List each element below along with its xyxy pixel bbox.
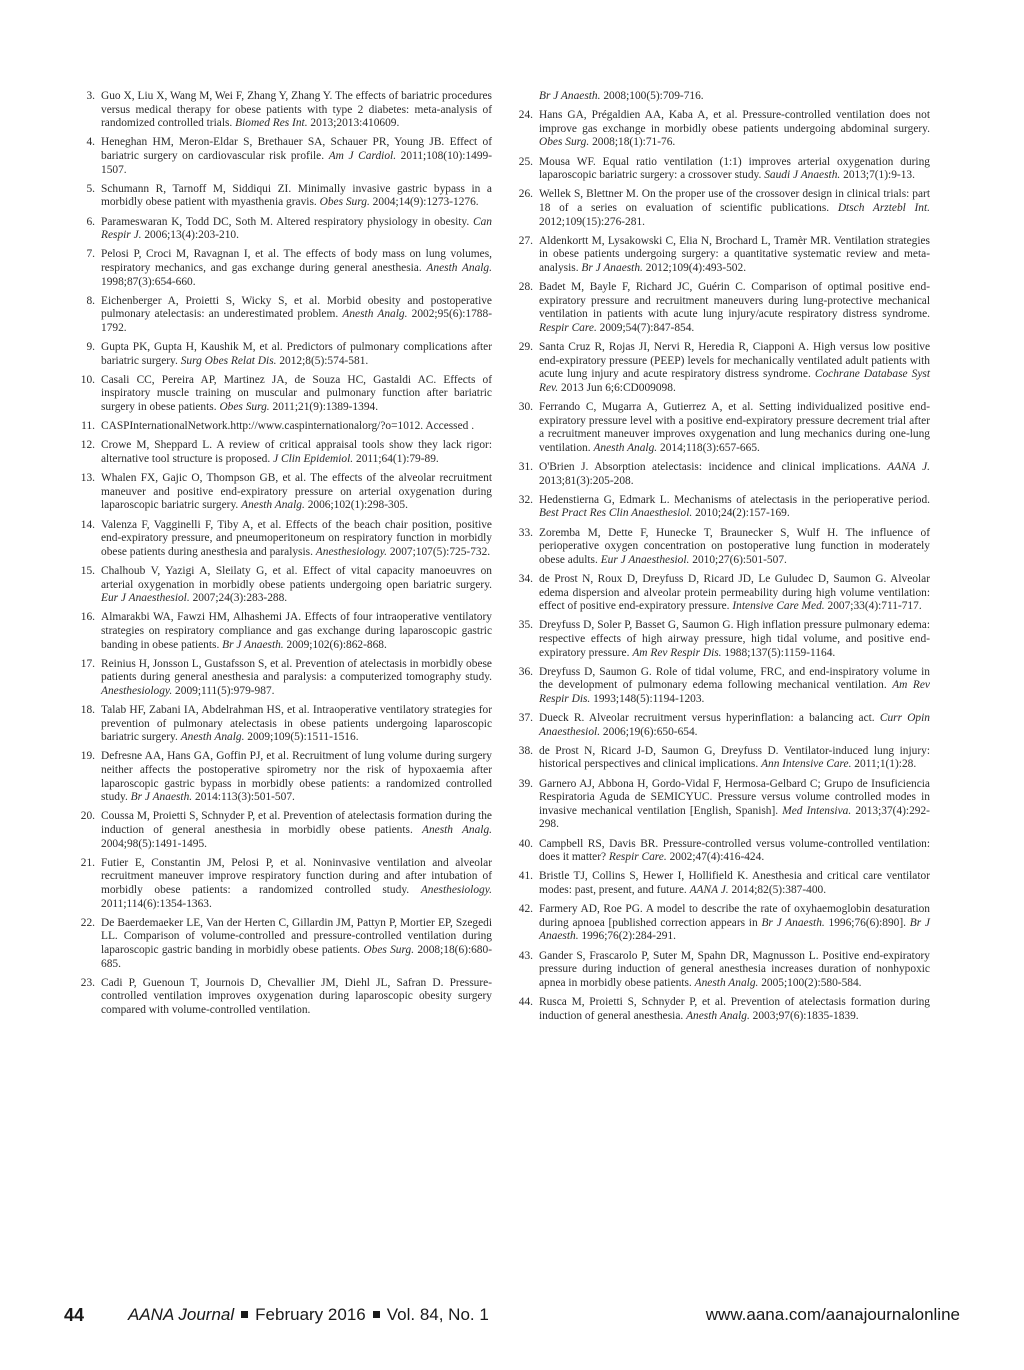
reference-item — [502, 401, 930, 455]
reference-journal: Obes Surg. — [219, 401, 270, 414]
reference-number: 26. — [518, 188, 533, 201]
reference-item — [64, 519, 492, 560]
reference-journal: Ann Intensive Care. — [761, 758, 852, 771]
reference-citation: 2004;14(9):1273-1276. — [372, 196, 479, 209]
reference-number: 32. — [518, 493, 533, 506]
reference-text: Ferrando C, Mugarra A, Gutierrez A, et al. Setting individualized positive end-expiratory pressure level with a positive end-expiratory pressure decrement trial after a recruitment maneuver improves oxygenation and lung mechanics during one-lung ventilation. — [539, 401, 930, 454]
reference-journal: Obes Surg. — [319, 196, 370, 209]
reference-item — [502, 666, 930, 707]
reference-text: Dreyfuss D, Saumon G. Role of tidal volume, FRC, and end-inspiratory volume in the development of pulmonary edema following mechanical ventilation. — [539, 665, 930, 692]
reference-item — [502, 903, 930, 944]
reference-journal: Br J Anaesth. — [539, 90, 601, 102]
reference-journal: Cochrane Database Syst Rev. — [539, 368, 930, 394]
reference-item — [502, 341, 930, 395]
reference-citation: 2012;109(4):493-502. — [645, 261, 747, 274]
reference-journal: Obes Surg. — [363, 943, 415, 956]
reference-item — [64, 611, 492, 652]
reference-number: 27. — [518, 234, 533, 247]
reference-journal: Am Rev Respir Dis. — [539, 679, 930, 705]
reference-number: 23. — [80, 976, 95, 989]
reference-citation: 2014;118(3):657-665. — [660, 441, 760, 454]
reference-text: Campbell RS, Davis BR. Pressure-controlled versus volume-controlled ventilation: does it matter? — [539, 837, 930, 864]
reference-journal: Surg Obes Relat Dis. — [180, 354, 277, 367]
reference-item — [502, 527, 930, 568]
reference-number: 33. — [518, 526, 533, 539]
reference-text: Chalhoub V, Yazigi A, Sleilaty G, et al. Effect of vital capacity manoeuvres on arterial oxygenation in morbidly obese patients undergoing open bariatric surgery. — [101, 564, 492, 591]
reference-citation: 2006;19(6):650-654. — [602, 725, 698, 738]
reference-text: Guo X, Liu X, Wang M, Wei F, Zhang Y, Zhang Y. The effects of bariatric procedures versus medical therapy for obese patients with type 2 diabetes: meta-analysis of randomized controlled trials. — [101, 90, 492, 130]
reference-citation: 2014:113(3):501-507. — [195, 791, 295, 804]
page-number: 44 — [64, 1305, 85, 1325]
reference-item — [502, 573, 930, 614]
reference-number: 38. — [518, 744, 533, 757]
reference-item — [64, 216, 492, 243]
reference-citation: 2005;100(2):580-584. — [761, 976, 862, 989]
reference-number: 9. — [86, 341, 95, 354]
reference-journal: AANA J. — [689, 883, 729, 896]
issue-date: February 2016 — [255, 1305, 366, 1324]
reference-item — [64, 248, 492, 289]
reference-list-right — [502, 90, 930, 1029]
reference-text: Schumann R, Tarnoff M, Siddiqui ZI. Minimally invasive gastric bypass in a morbidly obese patient with myasthenia gravis. — [101, 182, 492, 209]
reference-journal: Br J Anaesth. — [761, 916, 825, 929]
reference-number: 37. — [518, 712, 533, 725]
reference-number: 4. — [86, 136, 95, 149]
reference-text: Eichenberger A, Proietti S, Wicky S, et al. Morbid obesity and postoperative pulmonary atelectasis: an underestimated problem. — [101, 294, 492, 321]
reference-number: 10. — [80, 373, 95, 386]
reference-citation: 2012;8(5):574-581. — [279, 354, 369, 367]
reference-item — [502, 156, 930, 183]
reference-journal: Best Pract Res Clin Anaesthesiol. — [539, 507, 693, 520]
reference-item — [502, 870, 930, 897]
reference-journal: Anesthesiology. — [420, 883, 493, 896]
reference-item — [64, 341, 492, 368]
reference-number: 5. — [86, 182, 95, 195]
journal-name: AANA Journal — [128, 1305, 235, 1324]
reference-citation: 2004;98(5):1491-1495. — [101, 837, 207, 850]
reference-journal: Eur J Anaesthesiol. — [600, 553, 690, 566]
reference-citation: 2011;21(9):1389-1394. — [272, 401, 379, 414]
reference-citation: 2009;54(7):847-854. — [599, 321, 695, 334]
reference-text: Coussa M, Proietti S, Schnyder P, et al. Prevention of atelectasis formation during the induction of general anesthesia in morbidly obese patients. — [101, 810, 492, 836]
reference-text: De Baerdemaeker LE, Van der Herten C, Gillardin JM, Pattyn P, Mortier EP, Szegedi LL. Comparison of volume-controlled and pressure-controlled ventilation during laparoscopic gastric banding in morbidly obese patients. — [101, 916, 492, 956]
reference-item — [64, 704, 492, 745]
reference-citation: 2008;18(1):71-76. — [592, 136, 676, 149]
reference-number: 8. — [86, 294, 95, 307]
reference-citation: 2006;102(1):298-305. — [307, 499, 408, 512]
reference-text: Garnero AJ, Abbona H, Gordo-Vidal F, Hermosa-Gelbard C; Grupo de Insuficiencia Respiratoria Aguda de SEMICYUC. Pressure versus volume controlled modes in invasive mechanical ventilation [English, Spanish]. — [539, 777, 930, 817]
reference-journal: Br J Anaesth. — [222, 638, 284, 651]
reference-journal: Anesth Analg. — [593, 441, 658, 454]
reference-journal: Saudi J Anaesth. — [764, 169, 841, 182]
reference-citation: 2008;18(6):680-685. — [101, 943, 492, 970]
reference-citation: 2007;107(5):725-732. — [389, 545, 491, 558]
reference-citation: 2011;1(1):28. — [854, 758, 917, 771]
reference-number: 7. — [86, 248, 95, 261]
reference-item — [502, 494, 930, 521]
reference-journal: J Clin Epidemiol. — [273, 453, 354, 465]
reference-number: 3. — [86, 90, 95, 102]
reference-number: 22. — [80, 916, 95, 929]
reference-text: Crowe M, Sheppard L. A review of critical appraisal tools show they lack rigor: alternative tool structure is proposed. — [101, 439, 492, 465]
reference-continuation — [502, 90, 930, 104]
reference-text: Talab HF, Zabani IA, Abdelrahman HS, et al. Intraoperative ventilatory strategies for prevention of pulmonary atelectasis in obese patients undergoing laparoscopic bariatric surgery. — [101, 704, 492, 744]
reference-number: 13. — [80, 472, 95, 485]
reference-journal: Respir Care. — [539, 321, 597, 334]
reference-text: Santa Cruz R, Rojas JI, Nervi R, Heredia R, Ciapponi A. High versus low positive end-expiratory pressure (PEEP) levels for mechanically ventilated adult patients with acute lung injury and acute respiratory distress syndrome. — [539, 341, 930, 381]
reference-item — [64, 90, 492, 131]
reference-text: Dueck R. Alveolar recruitment versus hyperinflation: a balancing act. — [539, 712, 875, 725]
reference-citation: 1996;76(2):284-291. — [581, 930, 677, 943]
reference-number: 20. — [80, 810, 95, 823]
reference-text: Bristle TJ, Collins S, Hewer I, Hollifield K. Anesthesia and critical care ventilator modes: past, present, and future. — [539, 870, 930, 896]
reference-number: 6. — [86, 215, 95, 228]
reference-item — [64, 295, 492, 336]
reference-list-left — [64, 90, 492, 1023]
journal-url: www.aana.com/aanajournalonline — [705, 1305, 960, 1324]
reference-citation: 2013;2013:410609. — [310, 117, 400, 130]
reference-item — [64, 658, 492, 699]
reference-journal: Anesth Analg. — [241, 499, 305, 512]
reference-item — [64, 183, 492, 210]
reference-number: 15. — [80, 564, 95, 577]
reference-citation: 2011;108(10):1499-1507. — [101, 149, 492, 176]
reference-number: 25. — [518, 155, 533, 168]
reference-item — [502, 109, 930, 150]
reference-citation: 2007;33(4):711-717. — [827, 600, 922, 613]
reference-journal: Dtsch Arztebl Int. — [837, 201, 931, 214]
reference-item — [502, 778, 930, 832]
reference-number: 44. — [518, 995, 533, 1008]
reference-citation: 2011;64(1):79-89. — [356, 453, 439, 465]
reference-item — [502, 619, 930, 660]
reference-number: 42. — [518, 903, 533, 916]
reference-citation: 2010;27(6):501-507. — [692, 553, 787, 566]
reference-text: Gupta PK, Gupta H, Kaushik M, et al. Predictors of pulmonary complications after bariatric surgery. — [101, 341, 492, 367]
reference-number: 11. — [81, 420, 95, 433]
reference-journal: Am Rev Respir Dis. — [632, 646, 722, 659]
reference-citation: 2009;109(5):1511-1516. — [247, 731, 359, 744]
reference-number: 12. — [80, 439, 95, 452]
reference-text: Almarakbi WA, Fawzi HM, Alhashemi JA. Effects of four intraoperative ventilatory strategies on respiratory compliance and gas exchange during laparoscopic gastric banding in obese patients. — [101, 611, 492, 651]
issue-volume: Vol. 84, No. 1 — [386, 1305, 489, 1324]
reference-number: 31. — [518, 461, 533, 473]
reference-journal: Anesthesiology. — [315, 545, 387, 558]
reference-text: Whalen FX, Gajic O, Thompson GB, et al. The effects of the alveolar recruitment maneuver and positive end-expiratory pressure on arterial oxygenation during laparoscopic bariatric surgery. — [101, 472, 492, 512]
reference-text: CASPInternationalNetwork.http://www.caspinternationalorg/?o=1012. Accessed . — [101, 420, 475, 433]
separator-square-icon — [373, 1311, 380, 1318]
reference-citation: 1998;87(3):654-660. — [101, 275, 196, 288]
reference-text: Gander S, Frascarolo P, Suter M, Spahn DR, Magnusson L. Positive end-expiratory pressure during induction of general anesthesia increases duration of nonhypoxic apnea in morbidly obese patients. — [539, 949, 930, 989]
reference-journal: Respir Care. — [608, 851, 667, 864]
reference-journal: Anesth Analg. — [694, 976, 759, 989]
reference-citation: 2013;7(1):9-13. — [843, 169, 915, 182]
reference-citation: 2003;97(6):1835-1839. — [752, 1009, 859, 1022]
reference-citation: 2006;13(4):203-210. — [144, 229, 239, 242]
reference-item — [64, 136, 492, 177]
reference-item — [502, 745, 930, 772]
reference-journal: Br J Anaesth. — [130, 791, 193, 804]
reference-journal: Anesth Analg. — [342, 308, 408, 321]
reference-text: Parameswaran K, Todd DC, Soth M. Altered respiratory physiology in obesity. — [101, 215, 470, 228]
reference-citation: 2014;82(5):387-400. — [731, 883, 827, 896]
reference-journal: Curr Opin Anaesthesiol. — [539, 712, 930, 738]
journal-issue-info — [128, 1305, 489, 1325]
reference-text: Farmery AD, Roe PG. A model to describe the rate of oxyhaemoglobin desaturation during apnoea [published correction appears in — [539, 903, 930, 929]
reference-number: 35. — [518, 619, 533, 632]
reference-item — [64, 374, 492, 415]
reference-text: Defresne AA, Hans GA, Goffin PJ, et al. Recruitment of lung volume during surgery neither affects the postoperative spirometry nor the risk of hypoxaemia after laparoscopic gastric bypass in morbidly obese patients: a randomized controlled study. — [101, 750, 492, 804]
reference-text: Rusca M, Proietti S, Schnyder P, et al. Prevention of atelectasis formation during induction of general anesthesia. — [539, 995, 930, 1022]
reference-number: 30. — [518, 401, 533, 414]
reference-text: Hans GA, Prégaldien AA, Kaba A, et al. Pressure-controlled ventilation does not improve gas exchange in morbidly obese patients undergoing abdominal surgery. — [539, 109, 930, 135]
reference-journal: Eur J Anaesthesiol. — [101, 592, 190, 605]
reference-text: de Prost N, Roux D, Dreyfuss D, Ricard JD, Le Guludec D, Saumon G. Alveolar edema dispersion and alveolar protein permeability during high volume ventilation: effect of positive end-expiratory pressure. — [539, 572, 930, 613]
reference-item — [502, 712, 930, 739]
reference-item — [502, 996, 930, 1023]
reference-item — [502, 235, 930, 276]
reference-text: Aldenkortt M, Lysakowski C, Elia N, Brochard L, Tramèr MR. Ventilation strategies in obese patients undergoing surgery: a quantitative systematic review and meta-analysis. — [539, 234, 930, 274]
reference-journal: Br J Anaesth. — [581, 261, 643, 274]
reference-journal: Br J Anaesth. — [539, 916, 930, 943]
reference-text: Wellek S, Blettner M. On the proper use of the crossover design in clinical trials: part 18 of a series on evaluation of scientific publications. — [539, 188, 930, 214]
reference-number: 19. — [80, 750, 95, 763]
reference-number: 40. — [518, 837, 533, 850]
reference-item — [502, 281, 930, 335]
reference-journal: Obes Surg. — [539, 136, 590, 149]
reference-citation: 2011;114(6):1354-1363. — [101, 897, 212, 910]
reference-text: Heneghan HM, Meron-Eldar S, Brethauer SA, Schauer PR, Young JB. Effect of bariatric surgery on cardiovascular risk profile. — [101, 136, 492, 162]
reference-journal: Am J Cardiol. — [328, 149, 397, 162]
reference-item — [502, 188, 930, 229]
reference-journal: Intensive Care Med. — [732, 600, 825, 613]
reference-number: 14. — [80, 518, 95, 531]
reference-text: Zoremba M, Dette F, Hunecke T, Braunecker S, Wulf H. The influence of perioperative oxygen concentration on postoperative lung function in moderately obese adults. — [539, 526, 930, 566]
separator-square-icon — [241, 1311, 248, 1318]
reference-citation: 2013;81(3):205-208. — [539, 474, 634, 487]
reference-item — [64, 565, 492, 606]
reference-item — [64, 472, 492, 513]
reference-number: 34. — [518, 572, 533, 585]
reference-number: 43. — [518, 949, 533, 962]
reference-number: 36. — [518, 665, 533, 678]
reference-citation: 2008;100(5):709-716. — [603, 90, 704, 102]
reference-item — [502, 461, 930, 488]
reference-number: 29. — [518, 341, 533, 354]
reference-citation: 2013 Jun 6;6:CD009098. — [560, 381, 676, 394]
page-footer — [64, 1303, 960, 1329]
reference-text: Dreyfuss D, Soler P, Basset G, Saumon G. High inflation pressure pulmonary edema: respective effects of high airway pressure, high tidal volume, and positive end-expiratory pressure. — [539, 619, 930, 659]
reference-item — [502, 950, 930, 991]
reference-item — [64, 857, 492, 911]
reference-number: 24. — [518, 109, 533, 122]
reference-citation: 1993;148(5):1194-1203. — [593, 692, 705, 705]
reference-journal: Biomed Res Int. — [235, 117, 308, 130]
reference-text: Valenza F, Vagginelli F, Tiby A, et al. Effects of the beach chair position, positive end-expiratory pressure, and pneumoperitoneum on respiratory function in morbidly obese patients during anesthesia and paralysis. — [101, 518, 492, 558]
reference-item — [64, 439, 492, 466]
reference-citation: 2002;47(4):416-424. — [669, 851, 765, 864]
reference-text: Cadi P, Guenoun T, Journois D, Chevallier JM, Diehl JL, Safran D. Pressure-controlled ventilation improves oxygenation during laparoscopic obesity surgery compared with volume-controlled ventilation. — [101, 976, 492, 1016]
reference-journal: Can Respir J. — [101, 215, 492, 242]
reference-text: Mousa WF. Equal ratio ventilation (1:1) improves arterial oxygenation during laparoscopic bariatric surgery: a crossover study. — [539, 155, 930, 182]
reference-journal: Anesthesiology. — [101, 684, 173, 697]
reference-number: 39. — [518, 777, 533, 790]
reference-text: de Prost N, Ricard J-D, Saumon G, Dreyfuss D. Ventilator-induced lung injury: historical perspectives and clinical implications. — [539, 744, 930, 771]
reference-item — [64, 917, 492, 971]
reference-citation: 2012;109(15):276-281. — [539, 215, 645, 228]
reference-citation: 2009;102(6):862-868. — [286, 638, 387, 651]
reference-text: Futier E, Constantin JM, Pelosi P, et al. Noninvasive ventilation and alveolar recruitment maneuver improve respiratory function during and after intubation of morbidly obese patients: a randomized controlled study. — [101, 856, 492, 896]
reference-citation: 2007;24(3):283-288. — [192, 592, 288, 605]
reference-journal: Anesth Analg. — [426, 261, 492, 274]
reference-citation: 1988;137(5):1159-1164. — [724, 646, 836, 659]
reference-item — [64, 977, 492, 1018]
reference-text: Badet M, Bayle F, Richard JC, Guérin C. Comparison of optimal positive end-expiratory pressure and recruitment maneuvers during lung-protective mechanical ventilation in patients with acute lung injury/acute respiratory distress syndrome. — [539, 281, 930, 321]
reference-number: 28. — [518, 281, 533, 294]
reference-text: Pelosi P, Croci M, Ravagnan I, et al. The effects of body mass on lung volumes, respiratory mechanics, and gas exchange during general anesthesia. — [101, 248, 492, 274]
reference-text: Hedenstierna G, Edmark L. Mechanisms of atelectasis in the perioperative period. — [539, 493, 930, 506]
reference-citation: 1996;76(6):890]. — [828, 916, 907, 929]
reference-citation: 2010;24(2):157-169. — [695, 507, 790, 520]
reference-number: 17. — [80, 657, 95, 670]
reference-number: 18. — [80, 704, 95, 717]
reference-number: 16. — [80, 611, 95, 624]
reference-number: 41. — [518, 870, 533, 883]
reference-citation: 2002;95(6):1788-1792. — [101, 308, 492, 334]
reference-item — [64, 750, 492, 804]
reference-journal: AANA J. — [887, 461, 930, 473]
reference-journal: Med Intensiva. — [782, 804, 852, 817]
reference-text: Reinius H, Jonsson L, Gustafsson S, et al. Prevention of atelectasis in morbidly obese patients during general anesthesia and paralysis: a computerized tomography study. — [101, 657, 492, 684]
reference-item — [502, 838, 930, 865]
reference-citation: 2009;111(5):979-987. — [175, 684, 275, 697]
reference-journal: Anesth Analg. — [686, 1009, 750, 1022]
reference-journal: Anesth Analg. — [180, 731, 245, 744]
reference-citation: 2013;37(4):292-298. — [539, 804, 930, 831]
reference-number: 21. — [80, 856, 95, 869]
reference-item — [64, 420, 492, 434]
reference-text: Casali CC, Pereira AP, Martinez JA, de Souza HC, Gastaldi AC. Effects of inspiratory muscle training on muscular and pulmonary function after bariatric surgery in obese patients. — [101, 373, 492, 414]
reference-text: O'Brien J. Absorption atelectasis: incidence and clinical implications. — [539, 461, 881, 473]
reference-journal: Anesth Analg. — [421, 824, 492, 836]
reference-item — [64, 810, 492, 851]
